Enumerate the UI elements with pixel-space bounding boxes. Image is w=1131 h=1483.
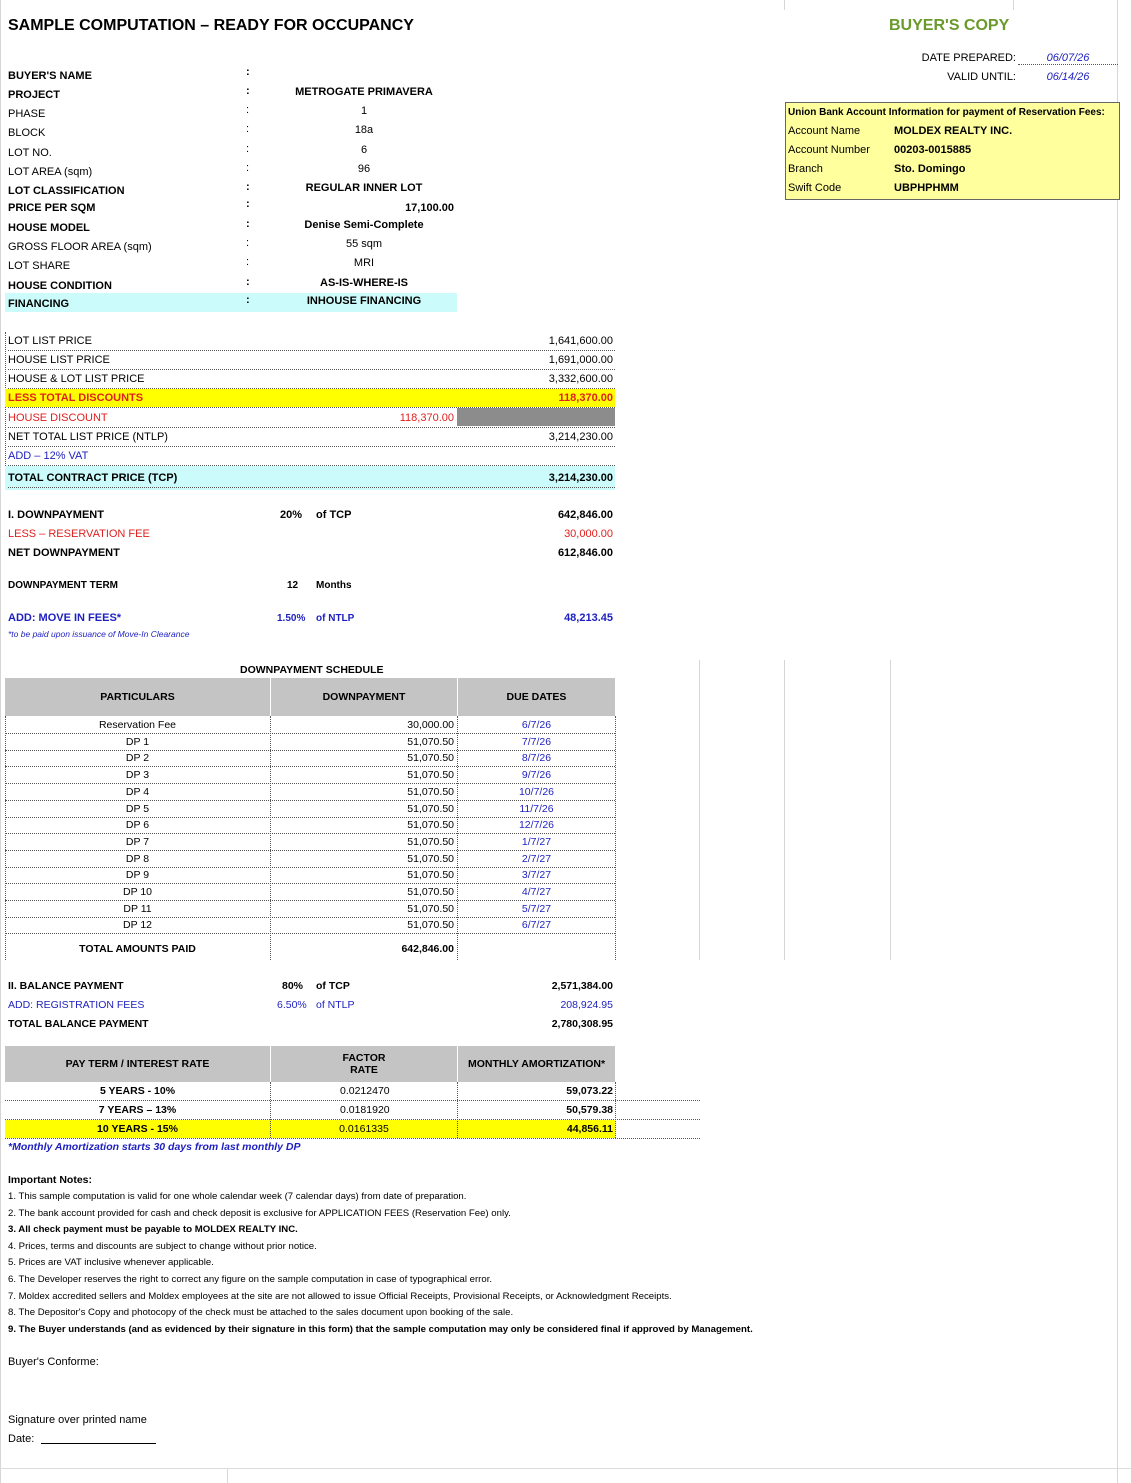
info-colon: : [246,294,250,306]
info-label: LOT AREA (sqm) [8,166,93,178]
price-value-house_list: 1,691,000.00 [548,354,613,366]
info-value: 6 [360,144,368,156]
info-colon: : [246,256,250,268]
bank-row-label: Branch [788,163,823,175]
amort-factor: 0.0161335 [339,1123,389,1135]
move-in-note: *to be paid upon issuance of Move-In Clearance [8,629,190,639]
net-downpayment-value: 612,846.00 [557,547,613,559]
schedule-due-date: 2/7/27 [521,852,552,865]
downpayment-value: 642,846.00 [557,509,613,521]
registration-value: 208,924.95 [560,999,613,1011]
schedule-amount: 51,070.50 [407,785,454,798]
schedule-header-particulars: PARTICULARS [5,678,270,716]
schedule-amount: 51,070.50 [407,886,454,898]
conforme-label: Buyer's Conforme: [8,1356,99,1368]
registration-pct: 6.50% [277,999,307,1011]
schedule-amount: 51,070.50 [407,919,454,932]
schedule-due-date: 6/7/26 [521,719,552,731]
downpayment-pct: 20% [280,509,303,521]
bank-row-value: Sto. Domingo [894,163,966,175]
info-label: PROJECT [8,89,60,101]
schedule-particular: DP 9 [125,869,150,882]
note-item: 9. The Buyer understands (and as evidenced by their signature in this form) that the sample computation may only be considered final if approved by Management. [8,1323,753,1335]
schedule-due-date: 6/7/27 [521,919,552,932]
amort-header-term: PAY TERM / INTEREST RATE [5,1046,270,1082]
info-label: PRICE PER SQM [8,202,96,214]
notes-title: Important Notes: [8,1174,92,1186]
schedule-particular: DP 2 [125,752,150,765]
info-label: BLOCK [8,127,46,139]
info-label: LOT CLASSIFICATION [8,185,125,197]
schedule-amount: 51,070.50 [407,752,454,765]
dp-term-value: 12 [287,580,299,591]
valid-until-value: 06/14/26 [1046,71,1090,83]
info-value: MRI [353,257,375,269]
date-prepared-value: 06/07/26 [1018,52,1118,65]
schedule-amount: 51,070.50 [407,902,454,915]
bank-row-label: Swift Code [788,182,842,194]
bank-header: Union Bank Account Information for payment of Reservation Fees: [788,107,1105,118]
balance-pct: 80% [282,980,304,992]
balance-of: of TCP [316,980,350,992]
info-colon: : [246,237,250,249]
amort-header-factor: FACTOR RATE [271,1046,457,1082]
dp-term-unit: Months [316,580,352,591]
schedule-amount: 51,070.50 [407,802,454,815]
bank-row-value: MOLDEX REALTY INC. [894,125,1013,137]
schedule-total-label: TOTAL AMOUNTS PAID [79,943,196,955]
amort-factor: 0.0181920 [340,1104,390,1116]
info-value: 96 [357,163,371,175]
move-in-value: 48,213.45 [564,612,613,624]
schedule-amount: 30,000.00 [407,719,454,731]
info-value: 55 sqm [345,238,383,250]
amort-monthly: 50,579.38 [566,1104,613,1116]
info-colon: : [246,162,250,174]
move-in-label: ADD: MOVE IN FEES* [8,612,122,624]
info-colon: : [246,181,250,193]
bank-row-label: Account Number [788,144,870,156]
schedule-particular: DP 7 [125,835,150,848]
bank-row-value: UBPHPHMM [894,182,959,194]
info-value: 18a [354,124,374,136]
schedule-particular: DP 6 [125,819,150,832]
date-line[interactable] [41,1443,156,1444]
amort-monthly: 59,073.22 [566,1085,613,1097]
info-value: METROGATE PRIMAVERA [295,86,433,98]
schedule-particular: DP 12 [123,919,152,932]
amort-term: 7 YEARS – 13% [98,1104,177,1116]
info-colon: : [246,276,250,288]
info-colon: : [246,85,250,97]
reservation-fee-value: 30,000.00 [564,528,613,540]
schedule-due-date: 4/7/27 [521,886,552,898]
note-item: 1. This sample computation is valid for one whole calendar week (7 calendar days) from date of preparation. [8,1191,467,1202]
date-label: Date: [8,1433,35,1445]
balance-label: II. BALANCE PAYMENT [8,980,124,992]
schedule-particular: DP 8 [125,852,150,865]
info-value: REGULAR INNER LOT [305,182,423,194]
downpayment-of: of TCP [316,509,352,521]
info-label: LOT NO. [8,147,52,159]
schedule-particular: Reservation Fee [98,719,177,731]
price-value-house_disc: 118,370.00 [399,412,454,424]
price-label-house_disc: HOUSE DISCOUNT [8,412,615,428]
amort-factor: 0.0212470 [340,1085,390,1097]
schedule-due-date: 1/7/27 [521,835,552,848]
price-value-hl_list: 3,332,600.00 [548,373,613,385]
price-value-ntlp: 3,214,230.00 [548,431,613,443]
net-downpayment-label: NET DOWNPAYMENT [8,547,120,559]
info-value: Denise Semi-Complete [304,219,424,231]
note-item: 6. The Developer reserves the right to correct any figure on the sample computation in case of typographical error. [8,1274,493,1285]
downpayment-label: I. DOWNPAYMENT [8,509,104,521]
note-item: 7. Moldex accredited sellers and Moldex employees at the site are not allowed to issue Official Receipts, Provisional Receipts, or Acknowledgment Receipts. [8,1290,672,1302]
schedule-due-date: 12/7/26 [518,819,555,832]
price-value-tcp: 3,214,230.00 [548,472,613,484]
move-in-pct: 1.50% [277,613,306,624]
schedule-particular: DP 1 [125,735,150,748]
signature-label: Signature over printed name [8,1414,147,1426]
price-label-lot_list: LOT LIST PRICE [8,335,615,351]
copy-label: BUYER'S COPY [889,17,1010,34]
amort-header-monthly: MONTHLY AMORTIZATION* [458,1046,615,1082]
schedule-header-downpayment: DOWNPAYMENT [271,678,457,716]
reservation-fee-label: LESS – RESERVATION FEE [8,528,150,540]
amort-monthly: 44,856.11 [566,1123,613,1135]
schedule-particular: DP 10 [123,886,152,898]
note-item: 4. Prices, terms and discounts are subject to change without prior notice. [8,1240,317,1252]
schedule-amount: 51,070.50 [407,769,454,782]
price-label-ntlp: NET TOTAL LIST PRICE (NTLP) [8,431,615,447]
total-balance-label: TOTAL BALANCE PAYMENT [8,1018,149,1030]
info-value: 17,100.00 [405,202,454,214]
schedule-title: DOWNPAYMENT SCHEDULE [240,664,384,676]
schedule-particular: DP 3 [125,769,150,782]
price-value-less_disc: 118,370.00 [558,392,613,404]
schedule-amount: 51,070.50 [407,869,454,882]
info-colon: : [246,104,250,116]
amort-note: *Monthly Amortization starts 30 days from last monthly DP [8,1141,301,1153]
schedule-due-date: 11/7/26 [519,802,554,815]
registration-of: of NTLP [316,999,355,1011]
info-label: PHASE [8,108,46,120]
schedule-particular: DP 4 [125,785,150,798]
valid-until-label: VALID UNTIL: [947,71,1016,83]
price-value-lot_list: 1,641,600.00 [548,335,613,347]
info-label: HOUSE CONDITION [8,280,112,292]
info-label: LOT SHARE [8,260,71,272]
schedule-due-date: 10/7/26 [518,785,555,798]
info-colon: : [246,123,250,135]
bank-row-value: 00203-0015885 [894,144,972,156]
note-item: 8. The Depositor's Copy and photocopy of the check must be attached to the sales document upon booking of the sale. [8,1307,514,1319]
date-prepared-label: DATE PREPARED: [921,52,1016,64]
price-label-hl_list: HOUSE & LOT LIST PRICE [8,373,615,389]
schedule-due-date: 9/7/26 [521,769,552,782]
schedule-amount: 51,070.50 [407,819,454,832]
schedule-amount: 51,070.50 [407,852,454,865]
info-label: GROSS FLOOR AREA (sqm) [8,241,152,253]
total-balance-value: 2,780,308.95 [551,1018,613,1030]
info-label: HOUSE MODEL [8,222,90,234]
price-label-vat: ADD – 12% VAT [8,450,615,466]
schedule-amount: 51,070.50 [407,835,454,848]
note-item: 3. All check payment must be payable to MOLDEX REALTY INC. [8,1224,298,1236]
note-item: 5. Prices are VAT inclusive whenever applicable. [8,1257,214,1269]
dp-term-label: DOWNPAYMENT TERM [8,580,118,591]
schedule-due-date: 5/7/27 [521,902,552,915]
schedule-particular: DP 5 [125,802,150,815]
note-item: 2. The bank account provided for cash and check deposit is exclusive for APPLICATION FEES (Reservation Fee) only. [8,1207,511,1219]
info-label: FINANCING [8,298,70,310]
info-value: 1 [360,105,368,117]
schedule-header-due-dates: DUE DATES [458,678,615,716]
price-label-tcp: TOTAL CONTRACT PRICE (TCP) [8,472,615,488]
move-in-of: of NTLP [316,613,355,624]
info-label: BUYER'S NAME [8,70,92,82]
schedule-amount: 51,070.50 [407,735,454,748]
amort-term: 10 YEARS - 15% [97,1123,178,1135]
info-colon: : [246,66,250,78]
balance-value: 2,571,384.00 [551,980,613,992]
schedule-due-date: 8/7/26 [521,752,552,765]
page-title: SAMPLE COMPUTATION – READY FOR OCCUPANCY [8,17,414,34]
info-colon: : [246,198,250,210]
schedule-total-value: 642,846.00 [401,943,454,955]
info-colon: : [246,143,250,155]
registration-label: ADD: REGISTRATION FEES [8,999,145,1011]
amort-term: 5 YEARS - 10% [99,1085,176,1097]
info-value: AS-IS-WHERE-IS [320,277,408,289]
schedule-particular: DP 11 [123,902,152,915]
info-colon: : [246,218,250,230]
bank-row-label: Account Name [788,125,861,137]
info-value: INHOUSE FINANCING [306,295,422,307]
bank-info-box [785,102,1120,200]
schedule-due-date: 3/7/27 [521,869,552,882]
price-label-less_disc: LESS TOTAL DISCOUNTS [8,392,615,408]
price-label-house_list: HOUSE LIST PRICE [8,354,615,370]
schedule-due-date: 7/7/26 [521,735,552,748]
